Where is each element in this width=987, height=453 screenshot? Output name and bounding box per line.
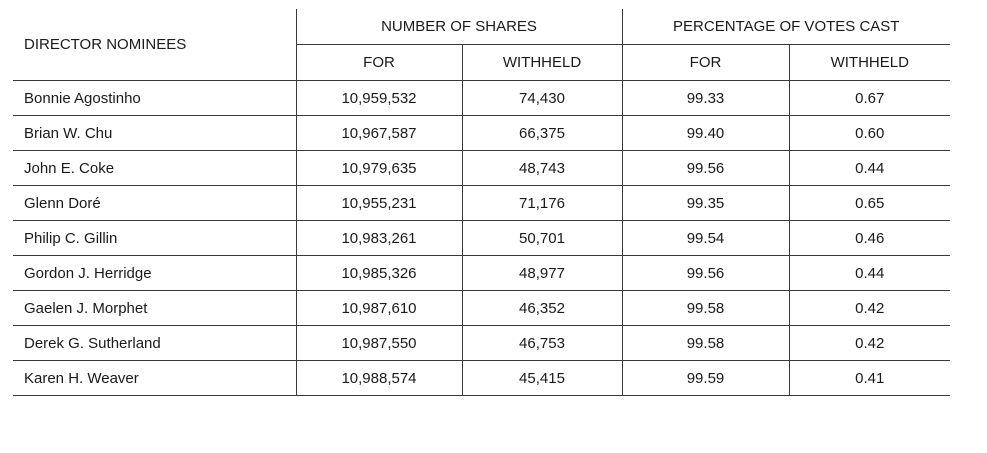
pct-withheld-value: 0.46	[789, 221, 950, 256]
pct-withheld-value: 0.42	[789, 326, 950, 361]
pct-for-value: 99.54	[622, 221, 789, 256]
pct-withheld-value: 0.42	[789, 291, 950, 326]
pct-withheld-value: 0.44	[789, 151, 950, 186]
shares-withheld-value: 74,430	[462, 81, 622, 116]
shares-for-value: 10,983,261	[296, 221, 462, 256]
header-percentage-of-votes: PERCENTAGE OF VOTES CAST	[622, 9, 950, 45]
shares-for-value: 10,955,231	[296, 186, 462, 221]
shares-withheld-value: 71,176	[462, 186, 622, 221]
nominee-name: Bonnie Agostinho	[13, 81, 296, 116]
table-body	[13, 81, 950, 396]
shares-withheld-value: 46,753	[462, 326, 622, 361]
shares-for-value: 10,979,635	[296, 151, 462, 186]
pct-for-value: 99.56	[622, 151, 789, 186]
table-row	[13, 116, 950, 151]
shares-for-value: 10,987,550	[296, 326, 462, 361]
shares-for-value: 10,959,532	[296, 81, 462, 116]
nominee-name: Philip C. Gillin	[13, 221, 296, 256]
table-row	[13, 291, 950, 326]
table-row	[13, 221, 950, 256]
table-row	[13, 361, 950, 396]
header-director-nominees: DIRECTOR NOMINEES	[13, 9, 296, 81]
shares-withheld-value: 48,977	[462, 256, 622, 291]
pct-withheld-value: 0.44	[789, 256, 950, 291]
shares-withheld-value: 66,375	[462, 116, 622, 151]
pct-for-value: 99.58	[622, 291, 789, 326]
table-header	[13, 9, 950, 81]
pct-withheld-value: 0.41	[789, 361, 950, 396]
table-row	[13, 81, 950, 116]
header-pct-withheld: WITHHELD	[789, 45, 950, 81]
shares-withheld-value: 46,352	[462, 291, 622, 326]
header-shares-for: FOR	[296, 45, 462, 81]
nominee-name: John E. Coke	[13, 151, 296, 186]
nominee-name: Derek G. Sutherland	[13, 326, 296, 361]
header-number-of-shares: NUMBER OF SHARES	[296, 9, 622, 45]
pct-for-value: 99.59	[622, 361, 789, 396]
voting-results-table	[13, 9, 950, 396]
nominee-name: Glenn Doré	[13, 186, 296, 221]
header-pct-for: FOR	[622, 45, 789, 81]
table-row	[13, 151, 950, 186]
nominee-name: Brian W. Chu	[13, 116, 296, 151]
shares-withheld-value: 50,701	[462, 221, 622, 256]
table-row	[13, 256, 950, 291]
pct-for-value: 99.35	[622, 186, 789, 221]
pct-for-value: 99.40	[622, 116, 789, 151]
pct-for-value: 99.33	[622, 81, 789, 116]
header-group-row	[13, 9, 950, 45]
shares-for-value: 10,985,326	[296, 256, 462, 291]
nominee-name: Gaelen J. Morphet	[13, 291, 296, 326]
shares-for-value: 10,987,610	[296, 291, 462, 326]
pct-for-value: 99.58	[622, 326, 789, 361]
shares-for-value: 10,988,574	[296, 361, 462, 396]
shares-withheld-value: 48,743	[462, 151, 622, 186]
pct-withheld-value: 0.67	[789, 81, 950, 116]
pct-for-value: 99.56	[622, 256, 789, 291]
pct-withheld-value: 0.65	[789, 186, 950, 221]
header-shares-withheld: WITHHELD	[462, 45, 622, 81]
shares-withheld-value: 45,415	[462, 361, 622, 396]
pct-withheld-value: 0.60	[789, 116, 950, 151]
shares-for-value: 10,967,587	[296, 116, 462, 151]
table-row	[13, 326, 950, 361]
nominee-name: Karen H. Weaver	[13, 361, 296, 396]
nominee-name: Gordon J. Herridge	[13, 256, 296, 291]
table-row	[13, 186, 950, 221]
